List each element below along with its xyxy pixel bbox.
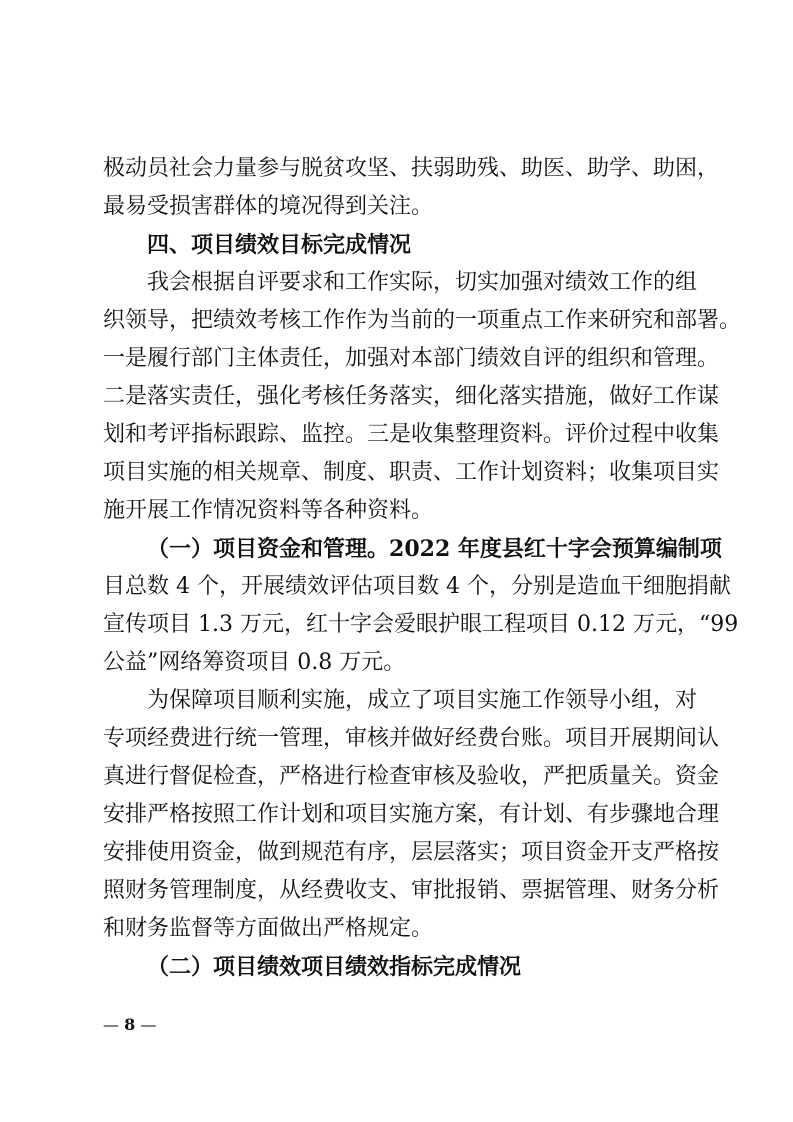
body-line: 项目实施的相关规章、制度、职责、工作计划资料；收集项目实 xyxy=(103,460,720,485)
body-line: 一是履行部门主体责任，加强对本部门绩效自评的组织和管理。 xyxy=(103,346,720,371)
subsection-line xyxy=(147,534,722,564)
subsection-title: 项目绩效项目绩效指标完成情况 xyxy=(213,954,522,980)
body-line: 安排使用资金，做到规范有序，层层落实；项目资金开支严格按 xyxy=(103,840,720,865)
body-line: 我会根据自评要求和工作实际，切实加强对绩效工作的组 xyxy=(147,270,698,295)
body-line: 施开展工作情况资料等各种资料。 xyxy=(103,498,434,523)
page-number-dash-right: — xyxy=(135,1015,157,1034)
body-line: 二是落实责任，强化考核任务落实，细化落实措施，做好工作谋 xyxy=(103,384,720,409)
subsection-title: 项目资金和管理。2022 年度县红十字会预算编制项 xyxy=(213,536,722,562)
body-line: 和财务监督等方面做出严格规定。 xyxy=(103,916,434,941)
page-number-dash-left: — xyxy=(103,1015,125,1034)
body-line: 公益”网络筹资项目 0.8 万元。 xyxy=(103,650,406,675)
page-number xyxy=(103,1014,156,1036)
body-line: 专项经费进行统一管理，审核并做好经费台账。项目开展期间认 xyxy=(103,726,720,751)
subsection-line xyxy=(147,952,691,983)
body-line: 为保障项目顺利实施，成立了项目实施工作领导小组，对 xyxy=(147,688,698,713)
body-line: 划和考评指标跟踪、监控。三是收集整理资料。评价过程中收集 xyxy=(103,422,720,447)
body-line: 照财务管理制度，从经费收支、审批报销、票据管理、财务分析 xyxy=(103,878,720,903)
body-line: 极动员社会力量参与脱贫攻坚、扶弱助残、助医、助学、助困， xyxy=(103,156,720,181)
section-heading: 四、项目绩效目标完成情况 xyxy=(147,232,412,258)
body-line: 织领导，把绩效考核工作作为当前的一项重点工作来研究和部署。 xyxy=(103,308,742,333)
subsection-marker: （一） xyxy=(147,536,214,562)
body-line: 宣传项目 1.3 万元，红十字会爱眼护眼工程项目 0.12 万元，“99 xyxy=(103,612,739,637)
body-line: 真进行督促检查，严格进行检查审核及验收，严把质量关。资金 xyxy=(103,764,720,789)
page-number-value: 8 xyxy=(124,1015,136,1034)
body-line: 安排严格按照工作计划和项目实施方案，有计划、有步骤地合理 xyxy=(103,802,720,827)
body-line: 目总数 4 个，开展绩效评估项目数 4 个，分别是造血干细胞捐献 xyxy=(103,574,731,599)
subsection-marker: （二） xyxy=(147,954,214,980)
body-line: 最易受损害群体的境况得到关注。 xyxy=(103,194,434,219)
